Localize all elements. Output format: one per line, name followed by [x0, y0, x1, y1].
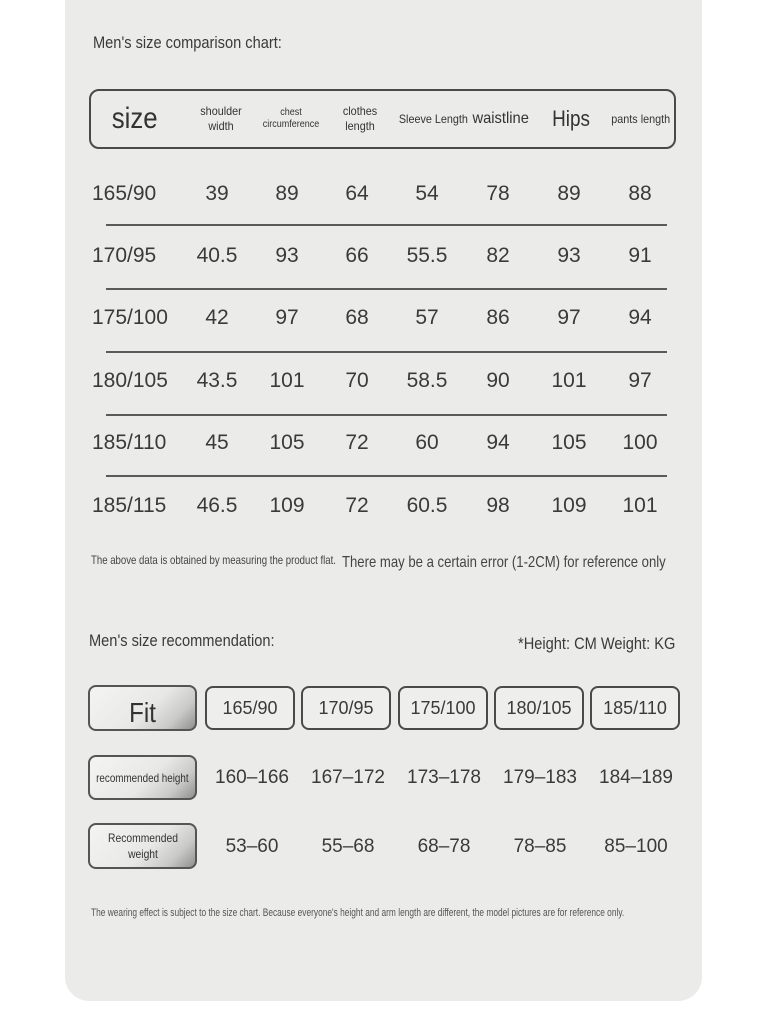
header-pants-length: pants length [611, 111, 671, 126]
cell-pants: 100 [622, 431, 658, 454]
weight-range: 55–68 [321, 836, 375, 857]
cell-sleeve: 60 [415, 431, 439, 454]
header-chest-circumference: chest circumference [262, 106, 320, 130]
cell-sleeve: 58.5 [406, 369, 448, 392]
table-row [89, 174, 679, 214]
header-hips: Hips [552, 106, 590, 132]
weight-range: 68–78 [417, 836, 471, 857]
cell-hips: 97 [557, 306, 581, 329]
height-label: recommended height [88, 755, 197, 800]
cell-clothes-length: 72 [345, 431, 369, 454]
cell-waist: 98 [486, 494, 510, 517]
cell-waist: 82 [486, 244, 510, 267]
cell-chest: 109 [269, 494, 305, 517]
header-sleeve-length: Sleeve Length [398, 111, 468, 126]
cell-size: 185/110 [92, 431, 167, 454]
cell-size: 170/95 [92, 244, 157, 267]
header-shoulder-width: shoulder width [200, 104, 242, 133]
cell-hips: 105 [551, 431, 587, 454]
cell-hips: 101 [551, 369, 587, 392]
cell-clothes-length: 66 [345, 244, 369, 267]
cell-waist: 94 [486, 431, 510, 454]
height-range: 173–178 [407, 767, 481, 788]
size-chip-165-90: 165/90 [205, 686, 295, 730]
cell-sleeve: 55.5 [406, 244, 448, 267]
cell-size: 175/100 [92, 306, 168, 329]
cell-size: 165/90 [92, 182, 157, 205]
cell-shoulder: 40.5 [196, 244, 238, 267]
weight-range: 53–60 [225, 836, 279, 857]
cell-clothes-length: 64 [345, 182, 369, 205]
cell-clothes-length: 72 [345, 494, 369, 517]
table-row [89, 236, 679, 276]
cell-hips: 89 [557, 182, 581, 205]
cell-chest: 105 [269, 431, 305, 454]
cell-pants: 91 [628, 244, 652, 267]
height-range: 160–166 [215, 767, 289, 788]
measurement-note: The above data is obtained by measuring the product flat. [91, 553, 336, 567]
cell-chest: 93 [275, 244, 299, 267]
recommendation-title: Men's size recommendation: [89, 631, 275, 650]
fit-label: Fit [88, 685, 197, 731]
row-divider [106, 475, 667, 477]
cell-hips: 109 [551, 494, 587, 517]
table-row [89, 298, 679, 338]
header-clothes-length: clothes length [342, 104, 378, 133]
size-chip-185-110: 185/110 [590, 686, 680, 730]
weight-range: 78–85 [513, 836, 567, 857]
cell-waist: 90 [486, 369, 510, 392]
cell-hips: 93 [557, 244, 581, 267]
weight-range: 85–100 [604, 836, 668, 857]
cell-pants: 94 [628, 306, 652, 329]
cell-shoulder: 42 [205, 306, 229, 329]
cell-pants: 97 [628, 369, 652, 392]
cell-pants: 101 [622, 494, 658, 517]
cell-size: 185/115 [92, 494, 167, 517]
cell-chest: 89 [275, 182, 299, 205]
cell-clothes-length: 70 [345, 369, 369, 392]
size-chip-175-100: 175/100 [398, 686, 488, 730]
height-range: 167–172 [311, 767, 385, 788]
cell-shoulder: 46.5 [196, 494, 238, 517]
cell-shoulder: 39 [205, 182, 229, 205]
table-row [89, 486, 679, 526]
height-range: 179–183 [503, 767, 577, 788]
cell-sleeve: 54 [415, 182, 439, 205]
cell-pants: 88 [628, 182, 652, 205]
units-note: *Height: CM Weight: KG [518, 634, 676, 653]
weight-label: Recommended weight [88, 823, 197, 869]
table-row [89, 361, 679, 401]
header-waistline: waistline [472, 110, 530, 127]
cell-clothes-length: 68 [345, 306, 369, 329]
row-divider [106, 414, 667, 416]
cell-waist: 86 [486, 306, 510, 329]
cell-chest: 101 [269, 369, 305, 392]
height-range: 184–189 [599, 767, 673, 788]
size-chip-170-95: 170/95 [301, 686, 391, 730]
cell-size: 180/105 [92, 369, 168, 392]
footer-note: The wearing effect is subject to the size chart. Because everyone's height and arm length are different, the model pictures are for reference only. [91, 907, 625, 919]
size-chip-180-105: 180/105 [494, 686, 584, 730]
row-divider [106, 224, 667, 226]
cell-sleeve: 60.5 [406, 494, 448, 517]
cell-chest: 97 [275, 306, 299, 329]
error-note: There may be a certain error (1-2CM) for reference only [342, 554, 666, 571]
cell-waist: 78 [486, 182, 510, 205]
table-header [89, 89, 676, 149]
row-divider [106, 288, 667, 290]
comparison-chart-title: Men's size comparison chart: [93, 33, 282, 52]
table-row [89, 423, 679, 463]
row-divider [106, 351, 667, 353]
cell-shoulder: 45 [205, 431, 229, 454]
cell-sleeve: 57 [415, 306, 439, 329]
header-size: size [112, 102, 158, 136]
cell-shoulder: 43.5 [196, 369, 238, 392]
